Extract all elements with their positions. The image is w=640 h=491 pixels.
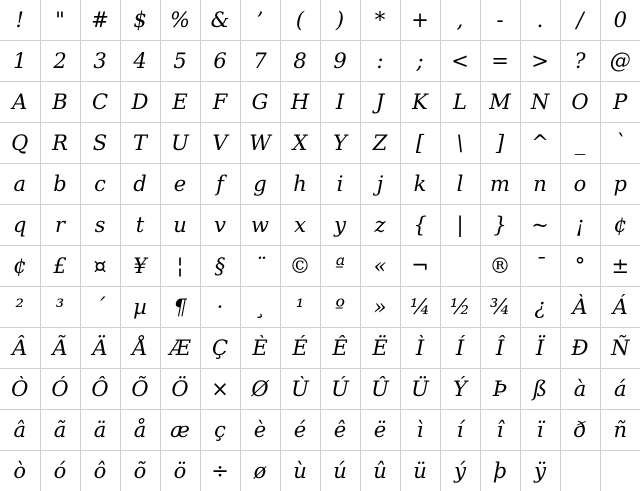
glyph-cell: $ bbox=[120, 0, 160, 41]
glyph-cell: w bbox=[240, 205, 280, 246]
glyph-cell: 6 bbox=[200, 41, 240, 82]
glyph-cell: T bbox=[120, 123, 160, 164]
glyph-cell: A bbox=[0, 82, 40, 123]
glyph-cell: q bbox=[0, 205, 40, 246]
glyph-cell: Þ bbox=[480, 369, 520, 410]
glyph-cell: ¬ bbox=[400, 246, 440, 287]
glyph-cell: s bbox=[80, 205, 120, 246]
glyph-cell: ¥ bbox=[120, 246, 160, 287]
glyph-cell: = bbox=[480, 41, 520, 82]
glyph-cell: F bbox=[200, 82, 240, 123]
glyph-cell: N bbox=[520, 82, 560, 123]
glyph-cell: ä bbox=[80, 410, 120, 451]
glyph-cell: Ì bbox=[400, 328, 440, 369]
glyph-cell: Å bbox=[120, 328, 160, 369]
glyph-cell: ß bbox=[520, 369, 560, 410]
glyph-cell: ¨ bbox=[240, 246, 280, 287]
glyph-cell: \ bbox=[440, 123, 480, 164]
glyph-cell: ] bbox=[480, 123, 520, 164]
glyph-cell: _ bbox=[560, 123, 600, 164]
glyph-cell: ° bbox=[560, 246, 600, 287]
glyph-cell: í bbox=[440, 410, 480, 451]
glyph-cell: ë bbox=[360, 410, 400, 451]
glyph-cell: % bbox=[160, 0, 200, 41]
glyph-cell: ù bbox=[280, 451, 320, 491]
glyph-cell: Ä bbox=[80, 328, 120, 369]
glyph-cell: ^ bbox=[520, 123, 560, 164]
glyph-cell: Ô bbox=[80, 369, 120, 410]
glyph-cell: ¡ bbox=[560, 205, 600, 246]
glyph-cell: 3 bbox=[80, 41, 120, 82]
glyph-cell: § bbox=[200, 246, 240, 287]
glyph-cell: 5 bbox=[160, 41, 200, 82]
glyph-cell: B bbox=[40, 82, 80, 123]
glyph-cell: É bbox=[280, 328, 320, 369]
glyph-cell: ó bbox=[40, 451, 80, 491]
glyph-cell: ô bbox=[80, 451, 120, 491]
glyph-cell: ¦ bbox=[160, 246, 200, 287]
glyph-cell: ¾ bbox=[480, 287, 520, 328]
glyph-cell: Ù bbox=[280, 369, 320, 410]
glyph-cell: # bbox=[80, 0, 120, 41]
glyph-cell: ã bbox=[40, 410, 80, 451]
glyph-cell: - bbox=[480, 0, 520, 41]
glyph-cell: | bbox=[440, 205, 480, 246]
glyph-cell: O bbox=[560, 82, 600, 123]
glyph-cell: j bbox=[360, 164, 400, 205]
glyph-cell: ¤ bbox=[80, 246, 120, 287]
glyph-cell: È bbox=[240, 328, 280, 369]
glyph-cell bbox=[440, 246, 480, 287]
glyph-cell: ( bbox=[280, 0, 320, 41]
glyph-row bbox=[0, 0, 640, 41]
glyph-cell: [ bbox=[400, 123, 440, 164]
glyph-cell: S bbox=[80, 123, 120, 164]
glyph-cell: M bbox=[480, 82, 520, 123]
glyph-cell: ¢ bbox=[0, 246, 40, 287]
glyph-cell: c bbox=[80, 164, 120, 205]
glyph-cell: ò bbox=[0, 451, 40, 491]
glyph-cell: » bbox=[360, 287, 400, 328]
glyph-cell: 9 bbox=[320, 41, 360, 82]
glyph-cell: y bbox=[320, 205, 360, 246]
glyph-cell: å bbox=[120, 410, 160, 451]
glyph-cell: Ö bbox=[160, 369, 200, 410]
glyph-cell: ¶ bbox=[160, 287, 200, 328]
glyph-cell: t bbox=[120, 205, 160, 246]
glyph-cell: z bbox=[360, 205, 400, 246]
glyph-cell: < bbox=[440, 41, 480, 82]
glyph-cell: « bbox=[360, 246, 400, 287]
glyph-cell: ÿ bbox=[520, 451, 560, 491]
glyph-cell: º bbox=[320, 287, 360, 328]
glyph-cell: 2 bbox=[40, 41, 80, 82]
glyph-cell: ² bbox=[0, 287, 40, 328]
glyph-cell: L bbox=[440, 82, 480, 123]
glyph-cell: R bbox=[40, 123, 80, 164]
glyph-cell: ! bbox=[0, 0, 40, 41]
glyph-cell: + bbox=[400, 0, 440, 41]
glyph-cell: ì bbox=[400, 410, 440, 451]
glyph-cell: 7 bbox=[240, 41, 280, 82]
glyph-cell: H bbox=[280, 82, 320, 123]
glyph-cell: e bbox=[160, 164, 200, 205]
glyph-cell: ¹ bbox=[280, 287, 320, 328]
glyph-cell: o bbox=[560, 164, 600, 205]
glyph-cell: Q bbox=[0, 123, 40, 164]
glyph-cell: þ bbox=[480, 451, 520, 491]
glyph-cell: ± bbox=[600, 246, 640, 287]
glyph-cell: ~ bbox=[520, 205, 560, 246]
glyph-cell: I bbox=[320, 82, 360, 123]
glyph-cell: î bbox=[480, 410, 520, 451]
glyph-cell: à bbox=[560, 369, 600, 410]
glyph-cell: Z bbox=[360, 123, 400, 164]
glyph-cell: ¸ bbox=[240, 287, 280, 328]
glyph-cell: è bbox=[240, 410, 280, 451]
glyph-cell: ) bbox=[320, 0, 360, 41]
glyph-cell: ¯ bbox=[520, 246, 560, 287]
glyph-cell: û bbox=[360, 451, 400, 491]
glyph-cell: > bbox=[520, 41, 560, 82]
glyph-cell: ¼ bbox=[400, 287, 440, 328]
glyph-cell: Û bbox=[360, 369, 400, 410]
glyph-cell: m bbox=[480, 164, 520, 205]
glyph-cell: @ bbox=[600, 41, 640, 82]
glyph-cell: P bbox=[600, 82, 640, 123]
glyph-cell: æ bbox=[160, 410, 200, 451]
glyph-cell: G bbox=[240, 82, 280, 123]
glyph-row bbox=[0, 451, 640, 491]
glyph-cell: g bbox=[240, 164, 280, 205]
glyph-cell: * bbox=[360, 0, 400, 41]
glyph-cell: l bbox=[440, 164, 480, 205]
glyph-cell: ê bbox=[320, 410, 360, 451]
glyph-cell: · bbox=[200, 287, 240, 328]
glyph-cell: ® bbox=[480, 246, 520, 287]
glyph-cell: Õ bbox=[120, 369, 160, 410]
glyph-cell: " bbox=[40, 0, 80, 41]
glyph-cell: ´ bbox=[80, 287, 120, 328]
glyph-cell: D bbox=[120, 82, 160, 123]
glyph-cell bbox=[600, 451, 640, 491]
glyph-cell: ú bbox=[320, 451, 360, 491]
glyph-row bbox=[0, 410, 640, 451]
glyph-cell: / bbox=[560, 0, 600, 41]
glyph-cell: Y bbox=[320, 123, 360, 164]
glyph-cell: Â bbox=[0, 328, 40, 369]
glyph-cell: . bbox=[520, 0, 560, 41]
glyph-cell: ¢ bbox=[600, 205, 640, 246]
glyph-cell: © bbox=[280, 246, 320, 287]
glyph-cell bbox=[560, 451, 600, 491]
glyph-cell: K bbox=[400, 82, 440, 123]
glyph-cell: ? bbox=[560, 41, 600, 82]
glyph-cell: Ð bbox=[560, 328, 600, 369]
glyph-cell: Ï bbox=[520, 328, 560, 369]
glyph-cell: ï bbox=[520, 410, 560, 451]
glyph-cell: : bbox=[360, 41, 400, 82]
glyph-cell: ð bbox=[560, 410, 600, 451]
glyph-cell: µ bbox=[120, 287, 160, 328]
glyph-cell: Ã bbox=[40, 328, 80, 369]
glyph-cell: Ò bbox=[0, 369, 40, 410]
glyph-cell: n bbox=[520, 164, 560, 205]
glyph-cell: Æ bbox=[160, 328, 200, 369]
glyph-cell: Ë bbox=[360, 328, 400, 369]
glyph-cell: Ñ bbox=[600, 328, 640, 369]
glyph-cell: ` bbox=[600, 123, 640, 164]
glyph-cell: £ bbox=[40, 246, 80, 287]
glyph-cell: J bbox=[360, 82, 400, 123]
glyph-cell: ¿ bbox=[520, 287, 560, 328]
glyph-cell: ’ bbox=[240, 0, 280, 41]
glyph-cell: Î bbox=[480, 328, 520, 369]
glyph-row bbox=[0, 123, 640, 164]
glyph-cell: 4 bbox=[120, 41, 160, 82]
glyph-cell: Á bbox=[600, 287, 640, 328]
glyph-cell: E bbox=[160, 82, 200, 123]
glyph-cell: a bbox=[0, 164, 40, 205]
glyph-cell: r bbox=[40, 205, 80, 246]
glyph-row bbox=[0, 205, 640, 246]
glyph-cell: U bbox=[160, 123, 200, 164]
glyph-cell: õ bbox=[120, 451, 160, 491]
glyph-cell: W bbox=[240, 123, 280, 164]
glyph-cell: h bbox=[280, 164, 320, 205]
glyph-cell: ; bbox=[400, 41, 440, 82]
glyph-cell: é bbox=[280, 410, 320, 451]
glyph-row bbox=[0, 369, 640, 410]
glyph-row bbox=[0, 164, 640, 205]
glyph-cell: ö bbox=[160, 451, 200, 491]
glyph-cell: , bbox=[440, 0, 480, 41]
glyph-cell: & bbox=[200, 0, 240, 41]
glyph-cell: Ê bbox=[320, 328, 360, 369]
glyph-cell: á bbox=[600, 369, 640, 410]
glyph-cell: X bbox=[280, 123, 320, 164]
glyph-cell: d bbox=[120, 164, 160, 205]
glyph-row bbox=[0, 41, 640, 82]
glyph-cell: } bbox=[480, 205, 520, 246]
glyph-cell: 8 bbox=[280, 41, 320, 82]
glyph-cell: Í bbox=[440, 328, 480, 369]
glyph-cell: i bbox=[320, 164, 360, 205]
glyph-cell: ü bbox=[400, 451, 440, 491]
glyph-cell: p bbox=[600, 164, 640, 205]
glyph-cell: V bbox=[200, 123, 240, 164]
glyph-cell: ³ bbox=[40, 287, 80, 328]
glyph-cell: Ø bbox=[240, 369, 280, 410]
glyph-row bbox=[0, 246, 640, 287]
glyph-cell: b bbox=[40, 164, 80, 205]
glyph-cell: 1 bbox=[0, 41, 40, 82]
glyph-cell: ç bbox=[200, 410, 240, 451]
glyph-cell: ÷ bbox=[200, 451, 240, 491]
glyph-row bbox=[0, 287, 640, 328]
glyph-cell: x bbox=[280, 205, 320, 246]
glyph-cell: × bbox=[200, 369, 240, 410]
glyph-cell: â bbox=[0, 410, 40, 451]
glyph-cell: C bbox=[80, 82, 120, 123]
glyph-cell: Ç bbox=[200, 328, 240, 369]
glyph-cell: { bbox=[400, 205, 440, 246]
glyph-cell: Ú bbox=[320, 369, 360, 410]
glyph-cell: ý bbox=[440, 451, 480, 491]
glyph-cell: 0 bbox=[600, 0, 640, 41]
glyph-row bbox=[0, 82, 640, 123]
glyph-cell: Ý bbox=[440, 369, 480, 410]
glyph-cell: k bbox=[400, 164, 440, 205]
glyph-cell: ø bbox=[240, 451, 280, 491]
glyph-cell: v bbox=[200, 205, 240, 246]
glyph-cell: ª bbox=[320, 246, 360, 287]
glyph-cell: À bbox=[560, 287, 600, 328]
glyph-cell: f bbox=[200, 164, 240, 205]
glyph-cell: Ü bbox=[400, 369, 440, 410]
glyph-row bbox=[0, 328, 640, 369]
glyph-cell: Ó bbox=[40, 369, 80, 410]
glyph-cell: ½ bbox=[440, 287, 480, 328]
glyph-cell: u bbox=[160, 205, 200, 246]
glyph-cell: ñ bbox=[600, 410, 640, 451]
